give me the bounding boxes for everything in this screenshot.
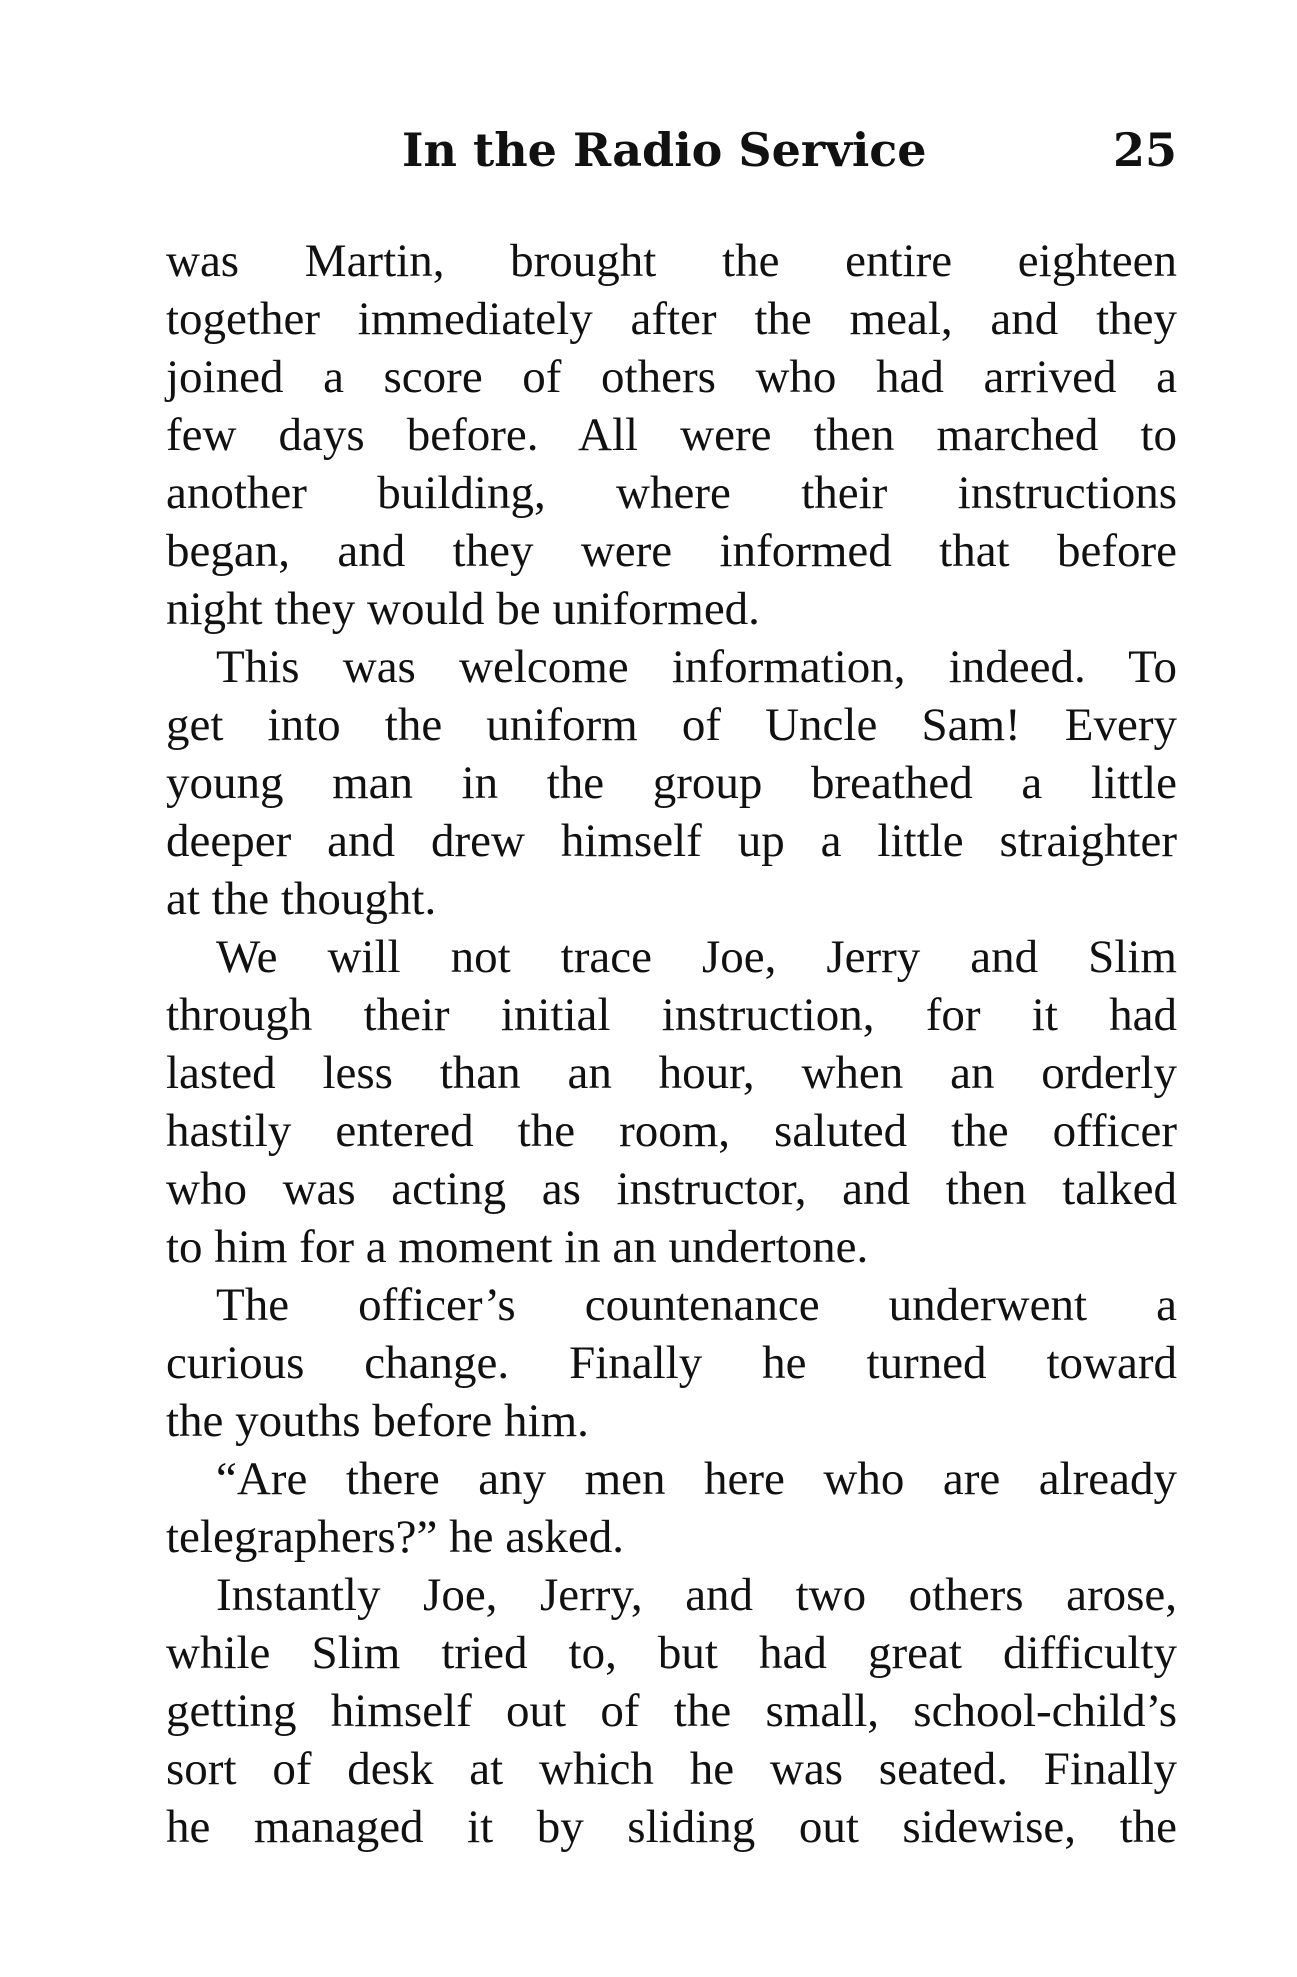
text-line: to him for a moment in an undertone.: [166, 1221, 869, 1273]
text-line: getting himself out of the small, school-child’s: [166, 1685, 1177, 1737]
text-line: began, and they were informed that before: [166, 525, 1177, 577]
text-line: telegraphers?” he asked.: [166, 1511, 624, 1563]
text-line: at the thought.: [166, 873, 437, 925]
text-line: We will not trace Joe, Jerry and Slim: [216, 931, 1177, 983]
paragraph: [166, 1450, 1177, 1566]
text-line: together immediately after the meal, and they: [166, 293, 1177, 345]
text-line: This was welcome information, indeed. To: [216, 641, 1177, 693]
text-line: few days before. All were then marched to: [166, 409, 1177, 461]
text-line: while Slim tried to, but had great difficulty: [166, 1627, 1177, 1679]
text-line: the youths before him.: [166, 1395, 589, 1447]
page-header: [166, 120, 1177, 180]
text-line: was Martin, brought the entire eighteen: [166, 235, 1177, 287]
paragraph: [166, 1566, 1177, 1856]
paragraph: [166, 638, 1177, 928]
text-line: get into the uniform of Uncle Sam! Every: [166, 699, 1177, 751]
text-line: young man in the group breathed a little: [166, 757, 1177, 809]
body-text: [166, 232, 1177, 1856]
text-line: through their initial instruction, for it had: [166, 989, 1177, 1041]
text-line: night they would be uniformed.: [166, 583, 760, 635]
paragraph: [166, 1276, 1177, 1450]
text-line: hastily entered the room, saluted the officer: [166, 1105, 1177, 1157]
paragraph: [166, 232, 1177, 638]
paragraph: [166, 928, 1177, 1276]
text-line: Instantly Joe, Jerry, and two others arose,: [216, 1569, 1177, 1621]
text-line: “Are there any men here who are already: [216, 1453, 1177, 1505]
running-title: In the Radio Service: [402, 123, 927, 177]
text-line: deeper and drew himself up a little straighter: [166, 815, 1177, 867]
text-line: another building, where their instructions: [166, 467, 1177, 519]
text-line: he managed it by sliding out sidewise, the: [166, 1801, 1177, 1853]
text-line: curious change. Finally he turned toward: [166, 1337, 1177, 1389]
text-line: sort of desk at which he was seated. Finally: [166, 1743, 1177, 1795]
text-line: who was acting as instructor, and then talked: [166, 1163, 1177, 1215]
text-line: The officer’s countenance underwent a: [216, 1279, 1177, 1331]
text-line: joined a score of others who had arrived a: [166, 351, 1177, 403]
text-line: lasted less than an hour, when an orderly: [166, 1047, 1177, 1099]
page-number: 25: [1112, 123, 1177, 177]
